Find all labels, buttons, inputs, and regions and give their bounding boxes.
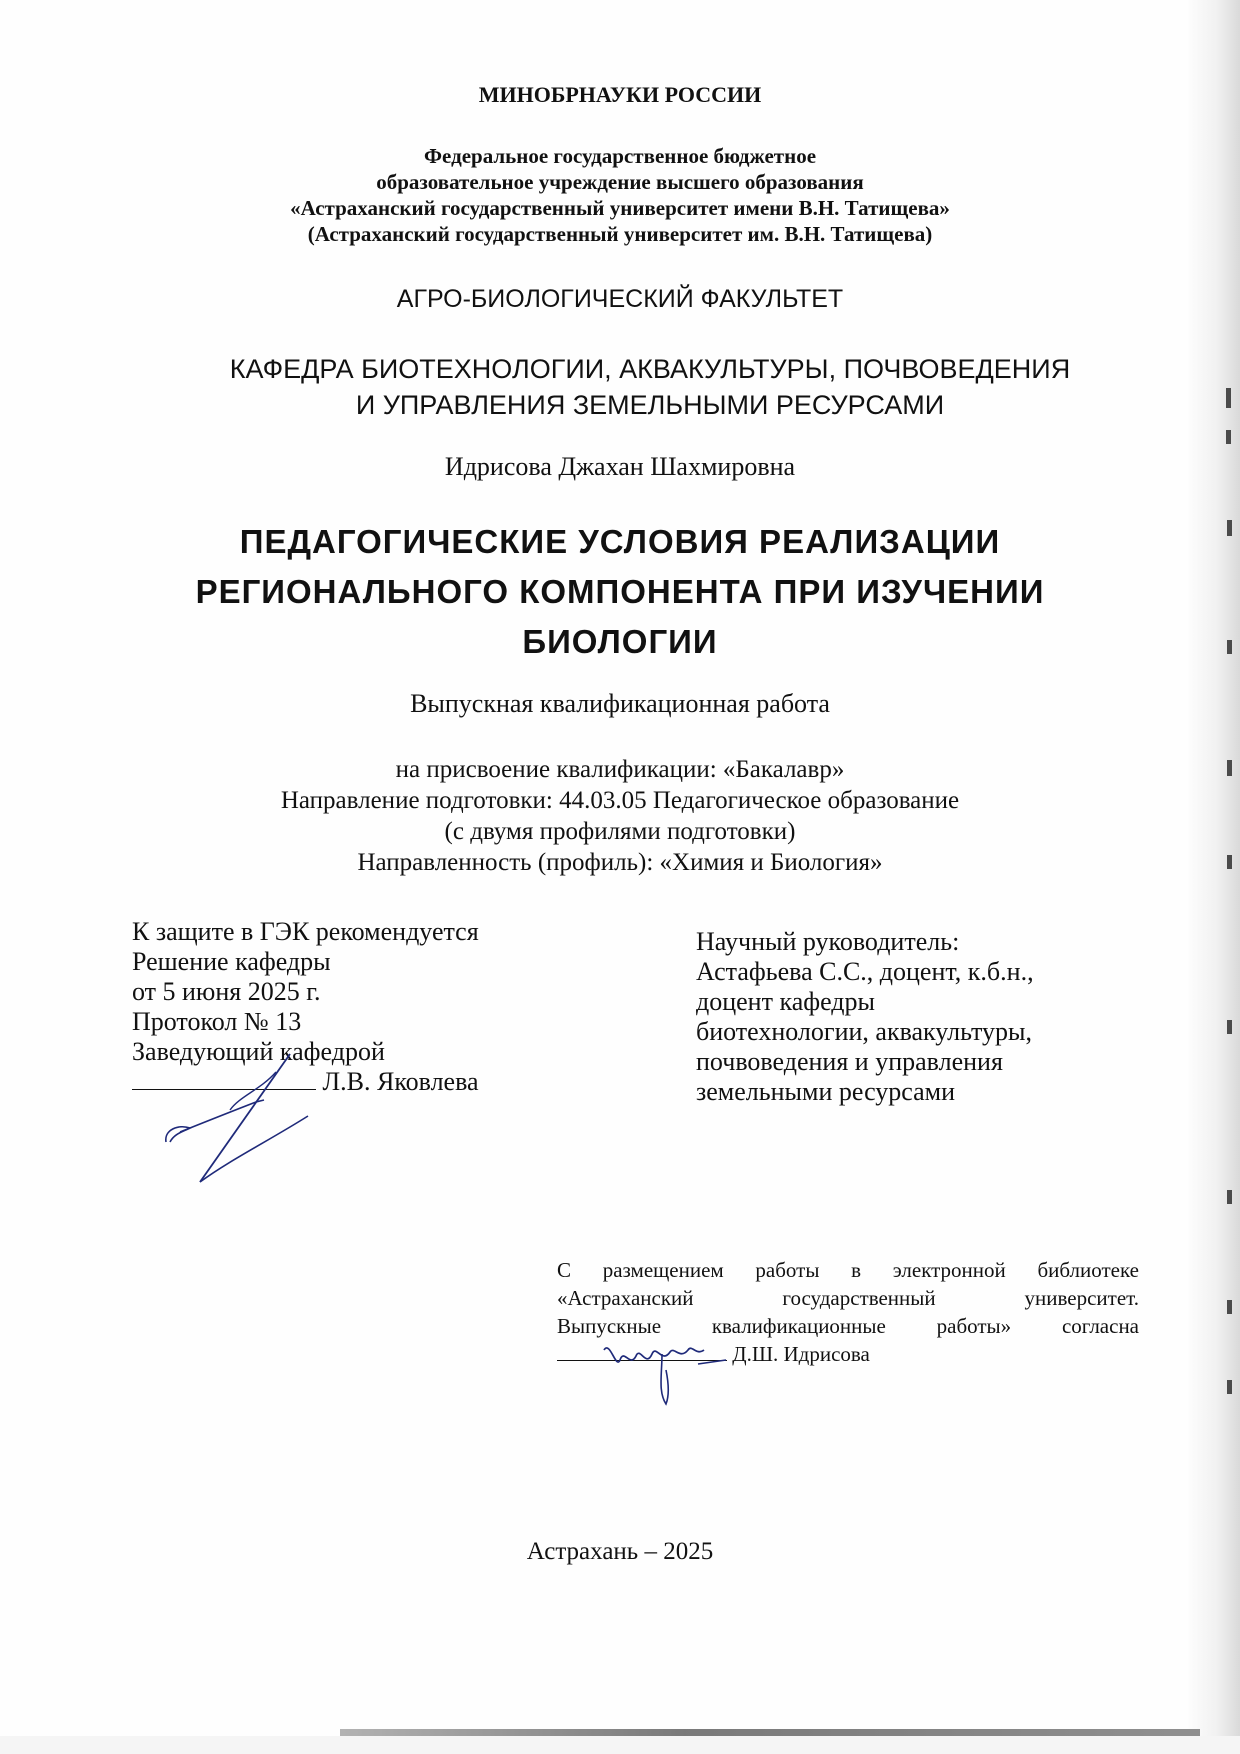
scan-artifact (1227, 855, 1232, 869)
defense-line: Решение кафедры (132, 947, 331, 976)
scan-artifact (1227, 1380, 1232, 1394)
faculty-name: АГРО-БИОЛОГИЧЕСКИЙ ФАКУЛЬТЕТ (396, 285, 844, 313)
head-of-department-name: Л.В. Яковлева (322, 1067, 479, 1096)
scan-artifact (1227, 1020, 1232, 1034)
title-line: ПЕДАГОГИЧЕСКИЕ УСЛОВИЯ РЕАЛИЗАЦИИ (239, 523, 1001, 560)
work-type: Выпускная квалификационная работа (410, 689, 830, 718)
author-name: Идрисова Джахан Шахмировна (444, 452, 796, 481)
scan-edge-shadow (1188, 0, 1240, 1754)
scan-artifact (1227, 1300, 1232, 1314)
supervisor-line: доцент кафедры (696, 987, 875, 1016)
institution-name (0, 143, 1240, 247)
qualification-line: Направление подготовки: 44.03.05 Педагогическое образование (280, 787, 960, 814)
department-line: КАФЕДРА БИОТЕХНОЛОГИИ, АКВАКУЛЬТУРЫ, ПОЧВОВЕДЕНИЯ (229, 354, 1071, 384)
consent-line: Выпускные квалификационные работы» согласна (557, 1314, 1139, 1338)
scan-artifact (1227, 520, 1232, 536)
title-line: БИОЛОГИИ (522, 623, 718, 660)
scan-artifact (1227, 760, 1232, 776)
defense-line: от 5 июня 2025 г. (132, 977, 321, 1006)
scan-bottom-edge (0, 1736, 1240, 1754)
defense-line: Протокол № 13 (132, 1007, 302, 1036)
student-signature (600, 1330, 730, 1410)
institution-line: (Астраханский государственный университет им. В.Н. Татищева) (307, 222, 933, 246)
defense-line: К защите в ГЭК рекомендуется (132, 917, 479, 946)
department-name (0, 351, 1240, 423)
qualification-info (0, 754, 1240, 878)
ministry-heading: МИНОБРНАУКИ РОССИИ (478, 82, 762, 107)
qualification-line: Направленность (профиль): «Химия и Биология» (357, 849, 883, 876)
institution-line: Федеральное государственное бюджетное (423, 144, 817, 168)
supervisor-line: почвоведения и управления (696, 1047, 1003, 1076)
supervisor-line: земельными ресурсами (696, 1077, 956, 1106)
defense-line: Заведующий кафедрой (132, 1037, 385, 1066)
consent-line: С размещением работы в электронной библиотеке (557, 1258, 1139, 1282)
qualification-line: (с двумя профилями подготовки) (444, 818, 796, 845)
scan-artifact (1226, 388, 1231, 408)
institution-line: «Астраханский государственный университет имени В.Н. Татищева» (290, 196, 950, 220)
supervisor-line: биотехнологии, аквакультуры, (696, 1017, 1032, 1046)
scan-artifact (1226, 430, 1231, 444)
institution-line: образовательное учреждение высшего образования (376, 170, 864, 194)
scan-bottom-bar (340, 1729, 1200, 1736)
supervisor-line: Научный руководитель: (696, 927, 960, 956)
scan-artifact (1227, 640, 1232, 654)
head-signature (160, 1050, 320, 1190)
city-year: Астрахань – 2025 (526, 1538, 714, 1565)
supervisor-block (696, 927, 1034, 1107)
title-line: РЕГИОНАЛЬНОГО КОМПОНЕНТА ПРИ ИЗУЧЕНИИ (195, 573, 1045, 610)
thesis-title (0, 517, 1240, 667)
supervisor-line: Астафьева С.С., доцент, к.б.н., (696, 957, 1034, 986)
scan-artifact (1227, 1190, 1232, 1204)
consent-line: «Астраханский государственный университет. (557, 1286, 1139, 1310)
student-signer-name: Д.Ш. Идрисова (732, 1342, 870, 1366)
qualification-line: на присвоение квалификации: «Бакалавр» (395, 756, 845, 783)
department-line: И УПРАВЛЕНИЯ ЗЕМЕЛЬНЫМИ РЕСУРСАМИ (355, 390, 945, 420)
